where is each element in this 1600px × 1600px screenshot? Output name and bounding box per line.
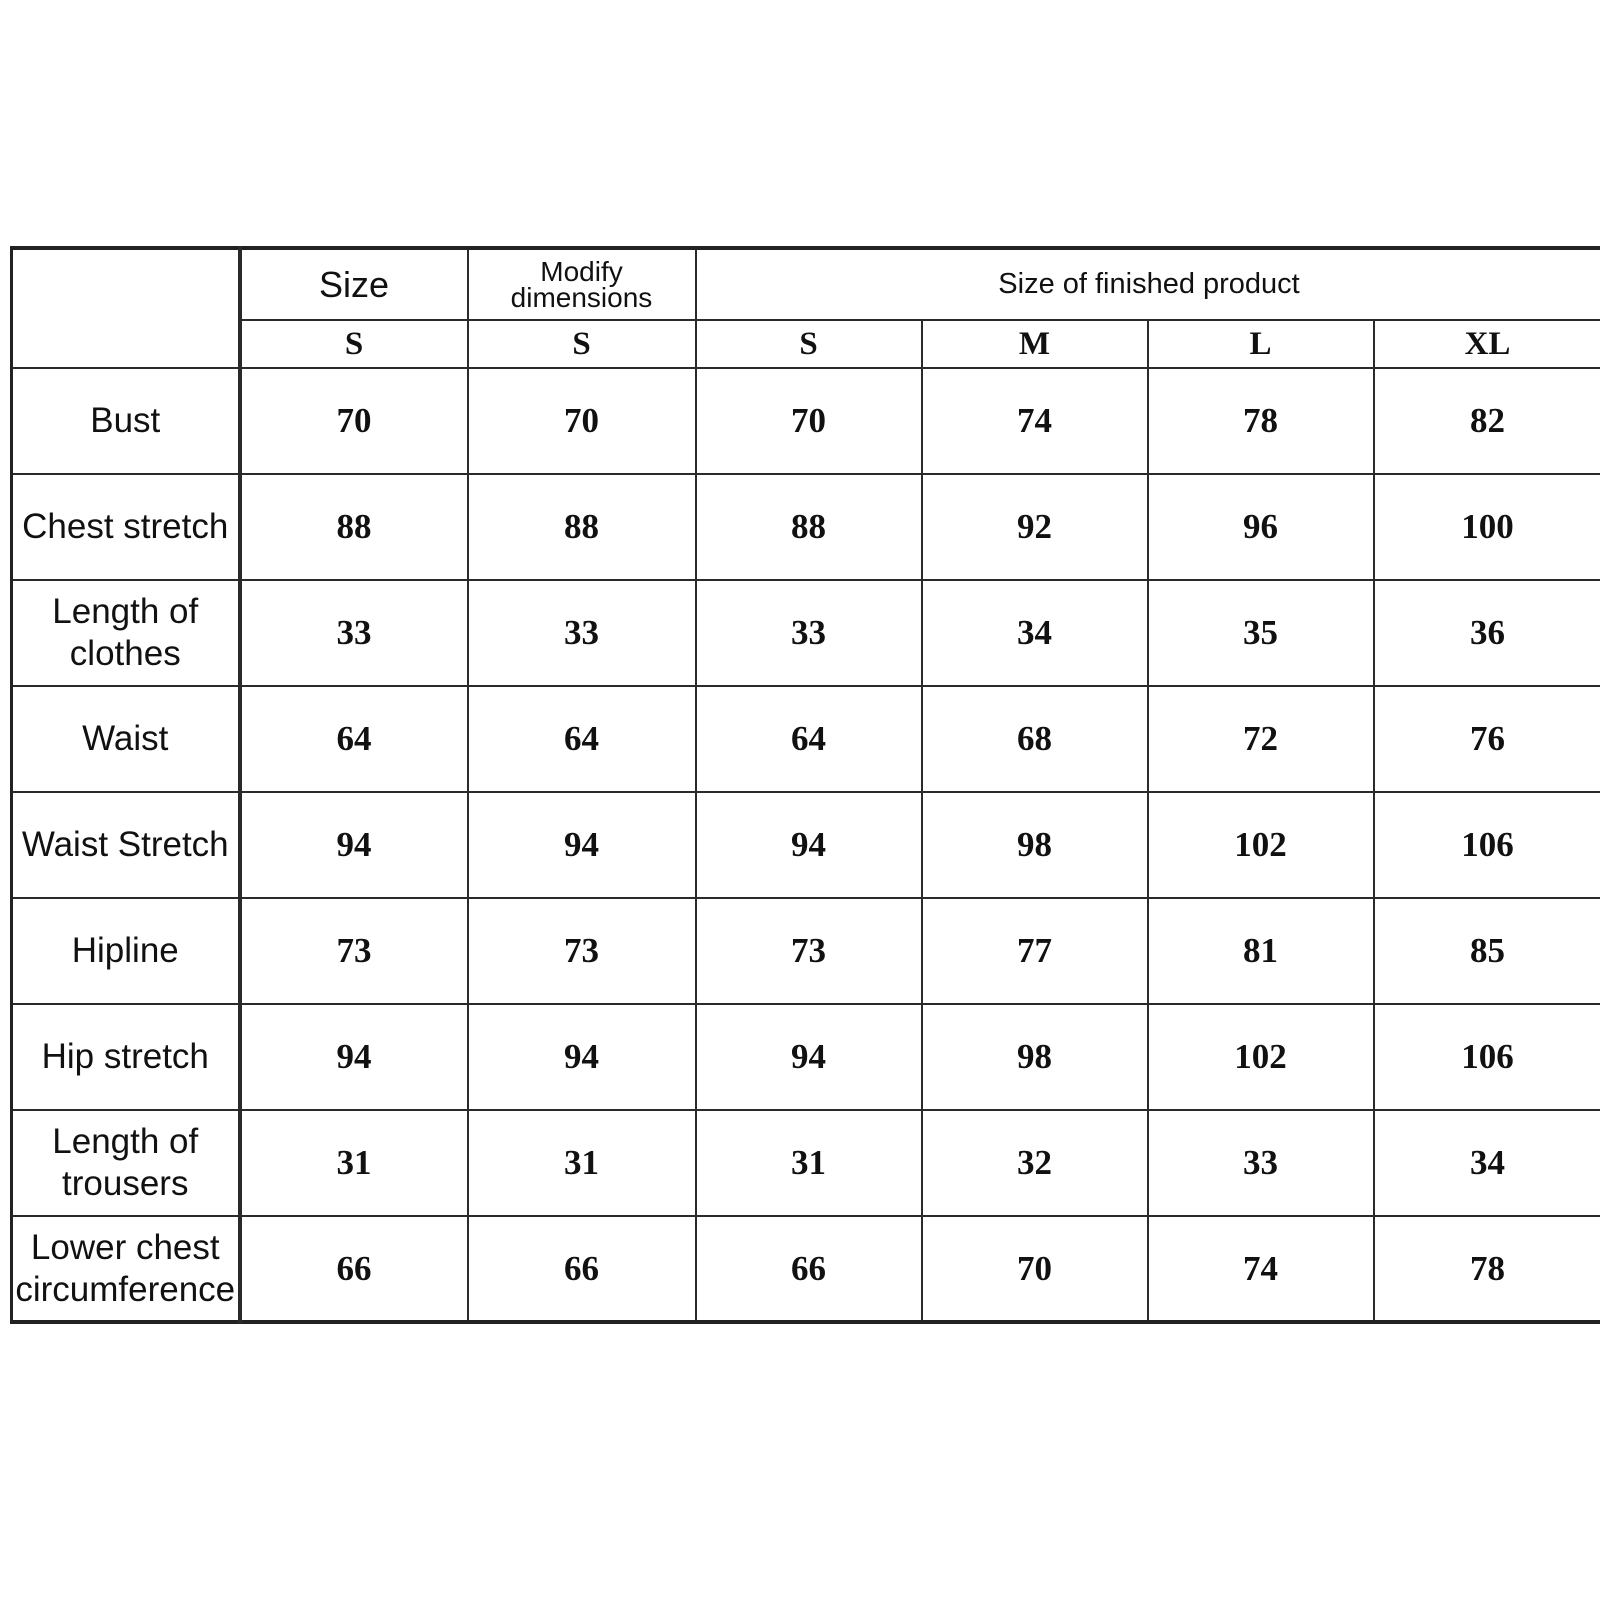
table-cell: 77: [922, 898, 1148, 1004]
table-cell: 70: [696, 368, 922, 474]
table-cell: 33: [696, 580, 922, 686]
table-cell: 85: [1374, 898, 1600, 1004]
table-cell: 92: [922, 474, 1148, 580]
modify-dimensions-header: Modify dimensions: [468, 248, 696, 320]
table-cell: 36: [1374, 580, 1600, 686]
table-cell: 94: [696, 792, 922, 898]
table-cell: 66: [696, 1216, 922, 1322]
table-cell: 74: [1148, 1216, 1374, 1322]
table-cell: 102: [1148, 792, 1374, 898]
table-row: [12, 1216, 1600, 1322]
table-cell: 33: [1148, 1110, 1374, 1216]
table-row: [12, 1004, 1600, 1110]
finished-product-header: Size of finished product: [696, 248, 1600, 320]
table-cell: 33: [240, 580, 468, 686]
table-row: [12, 368, 1600, 474]
table-cell: 70: [922, 1216, 1148, 1322]
table-cell: 64: [468, 686, 696, 792]
table-row: [12, 792, 1600, 898]
table-cell: 70: [240, 368, 468, 474]
table-cell: 81: [1148, 898, 1374, 1004]
table-cell: 33: [468, 580, 696, 686]
table-cell: 94: [468, 792, 696, 898]
table-cell: 78: [1374, 1216, 1600, 1322]
table-cell: 34: [922, 580, 1148, 686]
table-cell: 96: [1148, 474, 1374, 580]
table-cell: 70: [468, 368, 696, 474]
table-row: [12, 898, 1600, 1004]
table-cell: 64: [240, 686, 468, 792]
row-label: Waist Stretch: [12, 792, 240, 898]
table-cell: 76: [1374, 686, 1600, 792]
table-cell: 106: [1374, 1004, 1600, 1110]
size-header: Size: [240, 248, 468, 320]
subheader-size: XL: [1374, 320, 1600, 368]
table-cell: 102: [1148, 1004, 1374, 1110]
table-cell: 31: [468, 1110, 696, 1216]
row-label: Length of clothes: [12, 580, 240, 686]
row-label: Hip stretch: [12, 1004, 240, 1110]
table-cell: 100: [1374, 474, 1600, 580]
table-cell: 68: [922, 686, 1148, 792]
table-cell: 35: [1148, 580, 1374, 686]
table-row: [12, 686, 1600, 792]
table-cell: 88: [468, 474, 696, 580]
header-row: [12, 248, 1600, 320]
table-cell: 34: [1374, 1110, 1600, 1216]
table-cell: 31: [696, 1110, 922, 1216]
table-cell: 98: [922, 1004, 1148, 1110]
table-cell: 94: [468, 1004, 696, 1110]
table-cell: 32: [922, 1110, 1148, 1216]
row-label: Lower chest circumference: [12, 1216, 240, 1322]
row-label: Waist: [12, 686, 240, 792]
table-cell: 73: [468, 898, 696, 1004]
size-subheader-row: [12, 320, 1600, 368]
table-cell: 94: [696, 1004, 922, 1110]
row-label: Chest stretch: [12, 474, 240, 580]
size-chart-table: [10, 246, 1600, 1324]
table-cell: 66: [468, 1216, 696, 1322]
corner-cell: [12, 248, 240, 368]
table-cell: 106: [1374, 792, 1600, 898]
table-cell: 94: [240, 1004, 468, 1110]
subheader-size: M: [922, 320, 1148, 368]
table-cell: 73: [240, 898, 468, 1004]
table-cell: 88: [696, 474, 922, 580]
row-label: Length of trousers: [12, 1110, 240, 1216]
table-cell: 74: [922, 368, 1148, 474]
table-cell: 72: [1148, 686, 1374, 792]
table-cell: 66: [240, 1216, 468, 1322]
table-cell: 78: [1148, 368, 1374, 474]
subheader-size: S: [240, 320, 468, 368]
subheader-size: L: [1148, 320, 1374, 368]
row-label: Hipline: [12, 898, 240, 1004]
row-label: Bust: [12, 368, 240, 474]
table-cell: 31: [240, 1110, 468, 1216]
table-row: [12, 580, 1600, 686]
table-row: [12, 474, 1600, 580]
table-row: [12, 1110, 1600, 1216]
table-cell: 73: [696, 898, 922, 1004]
table-cell: 94: [240, 792, 468, 898]
table-cell: 64: [696, 686, 922, 792]
subheader-size: S: [696, 320, 922, 368]
subheader-size: S: [468, 320, 696, 368]
table-cell: 88: [240, 474, 468, 580]
table-cell: 82: [1374, 368, 1600, 474]
table-cell: 98: [922, 792, 1148, 898]
